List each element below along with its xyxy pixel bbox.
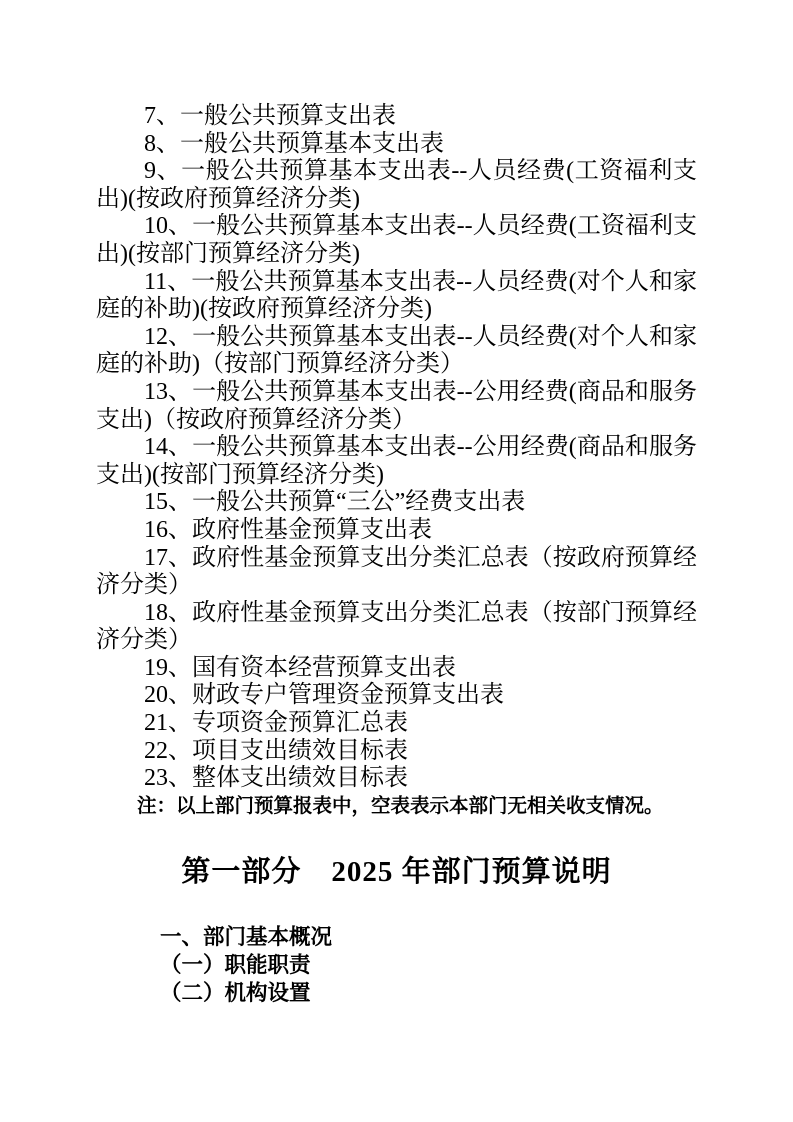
outline-list: [96, 923, 697, 1007]
budget-table-list-line: 济分类）: [96, 627, 192, 654]
budget-table-list-line: 8、一般公共预算基本支出表: [144, 130, 444, 157]
budget-table-list-line: 18、政府性基金预算支出分类汇总表（按部门预算经: [144, 599, 697, 626]
budget-table-list-line: 14、一般公共预算基本支出表--公用经费(商品和服务: [144, 434, 697, 461]
budget-table-list: [96, 0, 697, 820]
budget-table-list-line: 支出)（按政府预算经济分类）: [96, 406, 416, 433]
document-content: [96, 0, 697, 1007]
budget-table-list-line: 出)(按政府预算经济分类): [96, 185, 360, 212]
budget-table-list-line: 16、政府性基金预算支出表: [144, 516, 432, 543]
budget-table-list-line: 支出)(按部门预算经济分类): [96, 461, 384, 488]
budget-table-list-line: 13、一般公共预算基本支出表--公用经费(商品和服务: [144, 378, 697, 405]
budget-table-list-line: 20、财政专户管理资金预算支出表: [144, 682, 504, 709]
budget-table-list-line: 15、一般公共预算“三公”经费支出表: [144, 489, 526, 516]
budget-table-list-line: 11、一般公共预算基本支出表--人员经费(对个人和家: [144, 268, 697, 295]
budget-table-list-line: 9、一般公共预算基本支出表--人员经费(工资福利支: [144, 158, 697, 185]
budget-table-list-line: 10、一般公共预算基本支出表--人员经费(工资福利支: [144, 213, 697, 240]
budget-table-list-line: 7、一般公共预算支出表: [144, 103, 396, 129]
outline-item-department-overview: 一、部门基本概况: [160, 925, 333, 950]
budget-table-list-line: 23、整体支出绩效目标表: [144, 765, 408, 792]
budget-table-list-line: 22、项目支出绩效目标表: [144, 737, 408, 764]
budget-table-list-line: 济分类）: [96, 572, 192, 599]
budget-table-list-line: 12、一般公共预算基本支出表--人员经费(对个人和家: [144, 323, 697, 350]
outline-item-organization-setup: （二）机构设置: [160, 981, 311, 1006]
budget-table-list-line: 21、专项资金预算汇总表: [144, 710, 408, 737]
budget-table-list-line: 庭的补助)（按部门预算经济分类）: [96, 351, 464, 378]
budget-table-list-line: 19、国有资本经营预算支出表: [144, 654, 456, 681]
note-line: 注：以上部门预算报表中，空表表示本部门无相关收支情况。: [137, 795, 664, 817]
budget-table-list-line: 17、政府性基金预算支出分类汇总表（按政府预算经: [144, 544, 697, 571]
section-heading: 第一部分 2025 年部门预算说明: [181, 856, 612, 889]
budget-table-list-line: 出)(按部门预算经济分类): [96, 240, 360, 267]
outline-item-functions-duties: （一）职能职责: [160, 953, 311, 978]
budget-table-list-line: 庭的补助)(按政府预算经济分类): [96, 296, 432, 323]
